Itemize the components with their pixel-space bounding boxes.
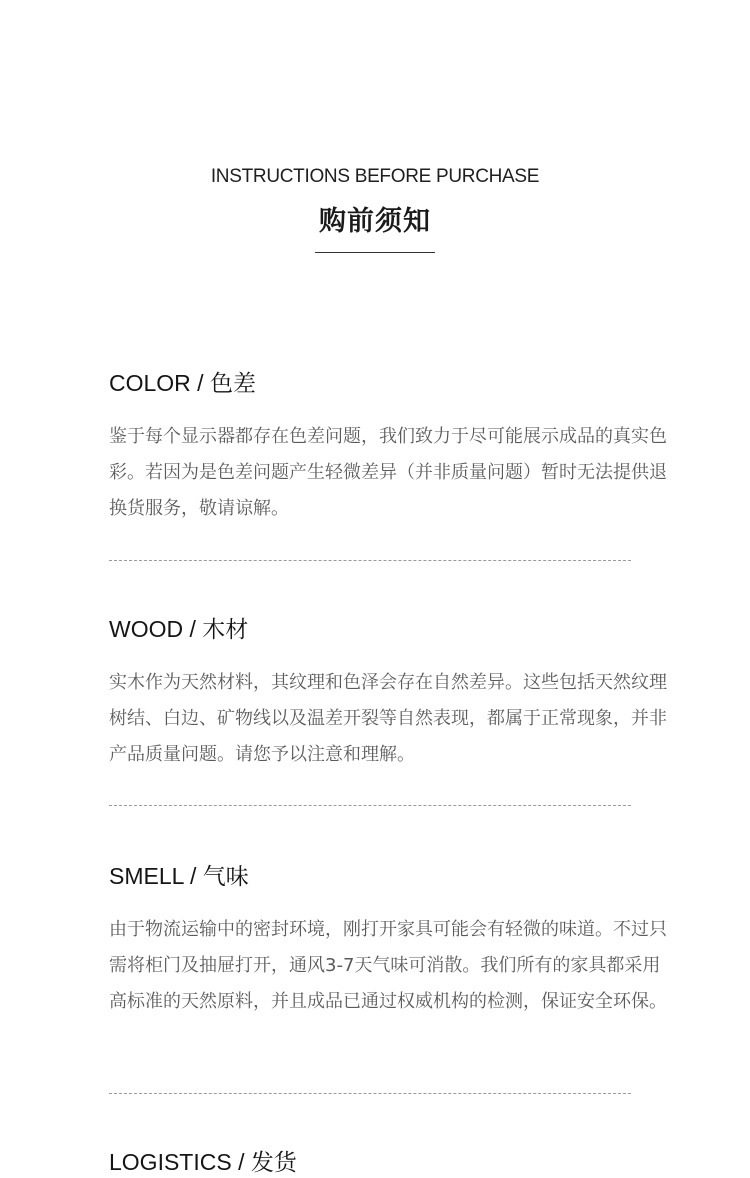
header-title-zh: 购前须知 [319,206,431,237]
section-title [109,1147,669,1178]
section-title-en: LOGISTICS / [109,1149,251,1175]
section-title [109,614,669,645]
section-title-zh: 木材 [202,617,249,643]
section-logistics [109,1147,669,1178]
section-smell [109,861,669,1020]
section-title [109,368,669,399]
header-underline [315,252,435,253]
section-title-zh: 发货 [250,1150,297,1176]
header-title-en: INSTRUCTIONS BEFORE PURCHASE [210,166,540,187]
section-color [109,368,669,527]
section-title-en: SMELL / [109,863,203,889]
section-title-zh: 气味 [202,864,249,890]
section-body: 实木作为天然材料，其纹理和色泽会存在自然差异。这些包括天然纹理树结、白边、矿物线以及温差开裂等自然表现，都属于正常现象，并非产品质量问题。请您予以注意和理解。 [109,672,667,765]
section-body: 由于物流运输中的密封环境，刚打开家具可能会有轻微的味道。不过只需将柜门及抽屉打开，通风3-7天气味可消散。我们所有的家具都采用高标准的天然原料，并且成品已通过权威机构的检测，保证安全环保。 [109,919,667,1012]
section-title [109,861,669,892]
section-title-en: COLOR / [109,370,210,396]
section-title-en: WOOD / [109,616,203,642]
dashed-divider [109,805,631,806]
page-header [0,164,750,253]
section-body: 鉴于每个显示器都存在色差问题，我们致力于尽可能展示成品的真实色彩。若因为是色差问题产生轻微差异（并非质量问题）暂时无法提供退换货服务，敬请谅解。 [109,426,667,519]
section-title-zh: 色差 [209,371,256,397]
dashed-divider [109,1093,631,1094]
dashed-divider [109,560,631,561]
section-wood [109,614,669,773]
